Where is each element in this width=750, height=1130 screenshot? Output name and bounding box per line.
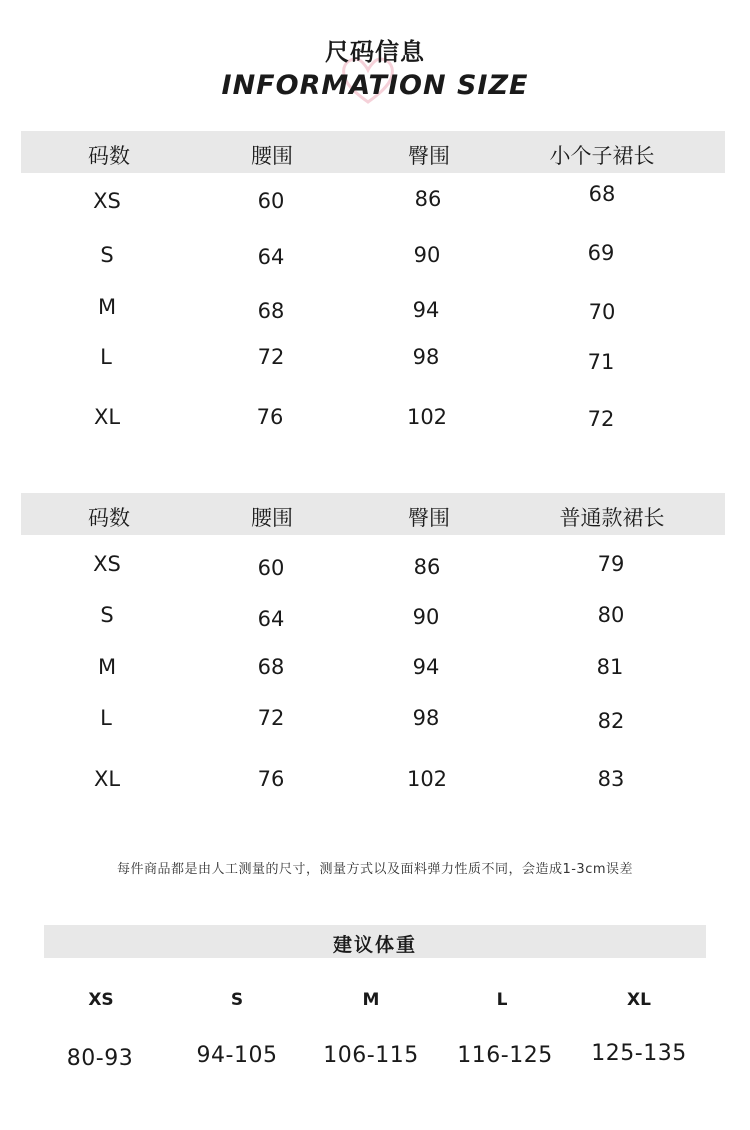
size-cell: S — [100, 603, 114, 627]
weight-range: 125-135 — [591, 1041, 687, 1066]
table-row — [21, 655, 725, 685]
length-cell: 70 — [588, 300, 616, 324]
waist-cell: 76 — [256, 405, 284, 429]
weight-header — [44, 925, 706, 958]
size-cell: L — [100, 706, 112, 730]
hip-cell: 102 — [406, 767, 448, 791]
table-row — [21, 767, 725, 797]
size-table-petite — [21, 131, 725, 441]
size-cell: M — [97, 655, 117, 679]
length-cell: 79 — [597, 552, 625, 576]
waist-cell: 60 — [257, 556, 285, 580]
size-cell: XS — [93, 189, 121, 213]
column-header-size: 码数 — [88, 506, 130, 530]
length-cell: 68 — [588, 182, 616, 206]
size-cell: XS — [93, 552, 121, 576]
waist-cell: 68 — [257, 655, 285, 679]
column-header-hip: 臀围 — [408, 144, 450, 168]
size-cell: L — [100, 345, 112, 369]
page-title: 尺码信息 — [325, 38, 425, 66]
weight-title: 建议体重 — [332, 934, 417, 956]
measurement-note: 每件商品都是由人工测量的尺寸，测量方式以及面料弹力性质不同，会造成1-3cm误差 — [116, 862, 634, 877]
hip-cell: 90 — [413, 243, 441, 267]
table-row — [21, 295, 725, 325]
weight-range: 94-105 — [196, 1043, 278, 1068]
length-cell: 80 — [597, 603, 625, 627]
page-subtitle: INFORMATION SIZE — [221, 70, 529, 101]
length-cell: 82 — [597, 709, 625, 733]
weight-size-label: XS — [88, 990, 114, 1010]
length-cell: 81 — [596, 655, 624, 679]
column-header-skirt-length: 普通款裙长 — [559, 506, 665, 530]
weight-size-label: S — [230, 990, 244, 1010]
column-header-hip: 臀围 — [408, 506, 450, 530]
weight-size-label: XL — [627, 990, 651, 1010]
column-header-size: 码数 — [88, 144, 130, 168]
table-row — [21, 405, 725, 435]
waist-cell: 72 — [257, 345, 285, 369]
weight-size-label: M — [362, 990, 380, 1010]
waist-cell: 72 — [257, 706, 285, 730]
table-row — [21, 243, 725, 273]
size-cell: S — [100, 243, 114, 267]
length-cell: 83 — [597, 767, 625, 791]
hip-cell: 94 — [412, 655, 440, 679]
table-row — [21, 552, 725, 582]
length-cell: 69 — [587, 241, 615, 265]
weight-range: 106-115 — [323, 1043, 419, 1068]
size-cell: M — [97, 295, 117, 319]
table-row — [21, 345, 725, 375]
waist-cell: 68 — [257, 299, 285, 323]
column-header-waist: 腰围 — [251, 144, 293, 168]
waist-cell: 76 — [257, 767, 285, 791]
waist-cell: 64 — [257, 607, 285, 631]
size-cell: XL — [93, 405, 121, 429]
waist-cell: 60 — [257, 189, 285, 213]
size-table-regular — [21, 493, 725, 803]
waist-cell: 64 — [257, 245, 285, 269]
size-cell: XL — [93, 767, 121, 791]
length-cell: 71 — [587, 350, 615, 374]
hip-cell: 94 — [412, 298, 440, 322]
hip-cell: 86 — [414, 187, 442, 211]
weight-range: 80-93 — [66, 1046, 134, 1071]
weight-range: 116-125 — [457, 1043, 553, 1068]
hip-cell: 98 — [412, 345, 440, 369]
table-row — [21, 603, 725, 633]
table-row — [21, 706, 725, 736]
hip-cell: 98 — [412, 706, 440, 730]
hip-cell: 102 — [406, 405, 448, 429]
hip-cell: 86 — [413, 555, 441, 579]
column-header-skirt-length: 小个子裙长 — [549, 144, 655, 168]
length-cell: 72 — [587, 407, 615, 431]
weight-size-label: L — [496, 990, 508, 1010]
table-row — [21, 182, 725, 219]
hip-cell: 90 — [412, 605, 440, 629]
column-header-waist: 腰围 — [251, 506, 293, 530]
